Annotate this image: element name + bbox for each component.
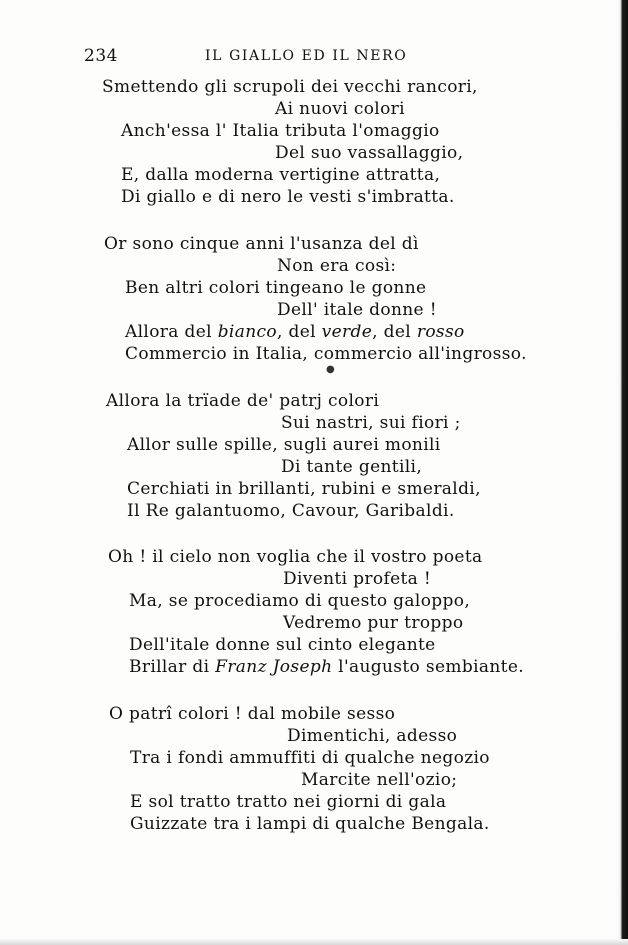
verse-line: Di tante gentili,	[281, 457, 423, 477]
verse-text: Brillar di	[129, 657, 216, 677]
verse-text: , del	[276, 322, 322, 342]
page-number: 234	[84, 46, 118, 66]
verse-line: Dell' itale donne !	[277, 300, 437, 320]
verse-line: Commercio in Italia, commercio all'ingrosso.	[125, 344, 527, 364]
verse-line: Il Re galantuomo, Cavour, Garibaldi.	[127, 501, 455, 521]
verse-line: Sui nastri, sui fiori ;	[281, 413, 461, 433]
verse-line: Allora la trïade de' patrj colori	[106, 391, 380, 411]
italic-word-rosso: rosso	[416, 322, 465, 342]
verse-line	[129, 656, 524, 678]
verse-line: Dell'itale donne sul cinto elegante	[129, 635, 436, 655]
italic-name-franz-joseph: Franz Joseph	[215, 657, 333, 677]
verse-text: l'augusto sembiante.	[332, 657, 524, 677]
italic-word-bianco: bianco	[217, 322, 277, 342]
verse-line: Marcite nell'ozio;	[301, 770, 458, 790]
verse-line: Guizzate tra i lampi di qualche Bengala.	[130, 814, 490, 834]
running-title: IL GIALLO ED IL NERO	[205, 48, 408, 64]
verse-line: E sol tratto tratto nei giorni di gala	[130, 792, 447, 812]
verse-line: E, dalla moderna vertigine attratta,	[121, 165, 441, 185]
ink-speck: ●	[326, 364, 335, 375]
page-bottom-edge	[0, 939, 628, 945]
verse-line	[125, 321, 465, 343]
verse-line: Diventi profeta !	[283, 569, 432, 589]
verse-line: Ma, se procediamo di questo galoppo,	[129, 591, 471, 611]
page-header	[84, 46, 564, 70]
verse-text: Allora del	[125, 322, 218, 342]
verse-line: Di giallo e di nero le vesti s'imbratta.	[121, 187, 455, 207]
verse-line: Oh ! il cielo non voglia che il vostro poeta	[108, 547, 483, 567]
verse-line: Anch'essa l' Italia tributa l'omaggio	[121, 121, 440, 141]
verse-line: Ai nuovi colori	[275, 99, 405, 119]
verse-line: Dimentichi, adesso	[287, 726, 458, 746]
verse-line: O patrî colori ! dal mobile sesso	[109, 704, 396, 724]
italic-word-verde: verde	[321, 322, 373, 342]
verse-line: Del suo vassallaggio,	[275, 143, 464, 163]
verse-line: Allor sulle spille, sugli aurei monili	[127, 435, 441, 455]
verse-line: Smettendo gli scrupoli dei vecchi rancori,	[102, 77, 478, 97]
verse-line: Vedremo pur troppo	[283, 613, 464, 633]
verse-line: Cerchiati in brillanti, rubini e smeraldi,	[127, 479, 481, 499]
verse-line: Non era così:	[277, 256, 397, 276]
verse-text: , del	[372, 322, 417, 342]
verse-line: Or sono cinque anni l'usanza del dì	[104, 234, 419, 254]
verse-line: Ben altri colori tingeano le gonne	[125, 278, 427, 298]
verse-line: Tra i fondi ammuffiti di qualche negozio	[130, 748, 490, 768]
page-edge-shadow	[614, 0, 628, 945]
